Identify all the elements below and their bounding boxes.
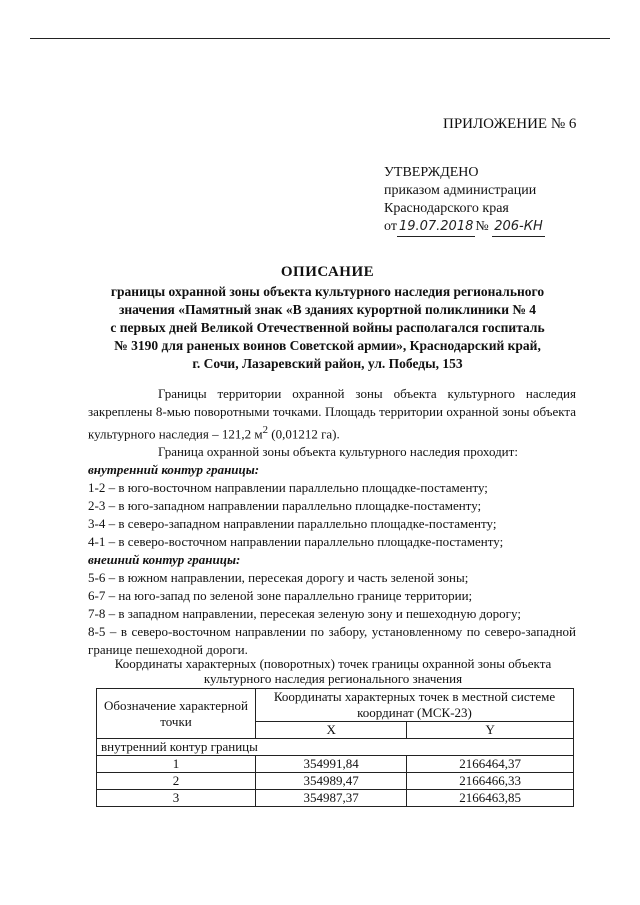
intro-paragraph (88, 385, 576, 443)
table-caption (88, 656, 578, 686)
outer-item: 8-5 – в северо-восточном направлении по забору, установленному по северо-западной границе пешеходной дороги. (88, 624, 576, 658)
header-point: Обозначение характерной точки (97, 689, 256, 739)
table-row (97, 790, 574, 807)
title-line-3: с первых дней Великой Отечественной войны располагался госпиталь (110, 320, 545, 335)
approved-label: УТВЕРЖДЕНО (384, 165, 479, 180)
number-label: № (475, 219, 489, 234)
cell-point: 2 (97, 773, 256, 790)
coordinates-table (96, 688, 574, 807)
table-row (97, 756, 574, 773)
section-inner-contour: внутренний контур границы (97, 739, 574, 756)
header-y: Y (407, 722, 574, 739)
cell-point: 3 (97, 790, 256, 807)
cell-point: 1 (97, 756, 256, 773)
cell-x: 354991,84 (256, 756, 407, 773)
table-caption-line-2: культурного наследия регионального значения (203, 671, 463, 686)
table-section-row (97, 739, 574, 756)
appendix-number: ПРИЛОЖЕНИЕ № 6 (443, 116, 577, 132)
area-superscript: 2 (262, 424, 268, 436)
approval-block (384, 164, 545, 237)
title-line-2: значения «Памятный знак «В зданиях курортной поликлиники № 4 (118, 302, 537, 317)
outer-item: 5-6 – в южном направлении, пересекая дорогу и часть зеленой зоны; (88, 570, 469, 586)
outer-item: 7-8 – в западном направлении, пересекая зеленую зону и пешеходную дорогу; (88, 606, 521, 622)
handwritten-date: 19.07.2018 (397, 218, 475, 237)
inner-item: 4-1 – в северо-восточном направлении параллельно площадке-постаменту; (88, 534, 504, 550)
header-x: X (256, 722, 407, 739)
outer-contour-heading: внешний контур границы: (88, 552, 241, 568)
intro-text: Границы территории охранной зоны объекта культурного наследия закреплены 8-мью поворотными точками. Площадь территории охранной зоны объекта культурного наследия – 121,2 м (88, 386, 576, 442)
outer-item: 6-7 – на юго-запад по зеленой зоне параллельно границе территории; (88, 588, 473, 604)
order-date-number (384, 218, 545, 237)
order-line-1: приказом администрации (384, 183, 537, 198)
from-label: от (384, 219, 397, 234)
intro-tail: (0,01212 га). (268, 426, 340, 442)
title-line-5: г. Сочи, Лазаревский район, ул. Победы, 153 (192, 356, 463, 371)
table-caption-line-1: Координаты характерных (поворотных) точек границы охранной зоны объекта (114, 656, 552, 671)
header-coords: Координаты характерных точек в местной системе координат (МСК-23) (256, 689, 574, 722)
table-row (97, 773, 574, 790)
cell-y: 2166464,37 (407, 756, 574, 773)
boundary-intro: Граница охранной зоны объекта культурного наследия проходит: (158, 444, 518, 460)
title-heading: ОПИСАНИЕ (280, 264, 375, 280)
inner-item: 3-4 – в северо-западном направлении параллельно площадке-постаменту; (88, 516, 497, 532)
inner-contour-heading: внутренний контур границы: (88, 462, 260, 478)
title-line-4: № 3190 для раненых воинов Советской армии», Краснодарский край, (114, 338, 541, 353)
cell-x: 354987,37 (256, 790, 407, 807)
handwritten-number: 206-КН (492, 218, 545, 237)
cell-y: 2166466,33 (407, 773, 574, 790)
cell-x: 354989,47 (256, 773, 407, 790)
cell-y: 2166463,85 (407, 790, 574, 807)
inner-item: 1-2 – в юго-восточном направлении параллельно площадке-постаменту; (88, 480, 488, 496)
document-body (88, 385, 576, 659)
top-border-line (30, 38, 610, 39)
order-line-2: Краснодарского края (384, 201, 509, 216)
table-header-row (97, 689, 574, 722)
title-line-1: границы охранной зоны объекта культурного наследия регионального (110, 284, 545, 299)
document-title (80, 263, 575, 373)
inner-item: 2-3 – в юго-западном направлении параллельно площадке-постаменту; (88, 498, 482, 514)
